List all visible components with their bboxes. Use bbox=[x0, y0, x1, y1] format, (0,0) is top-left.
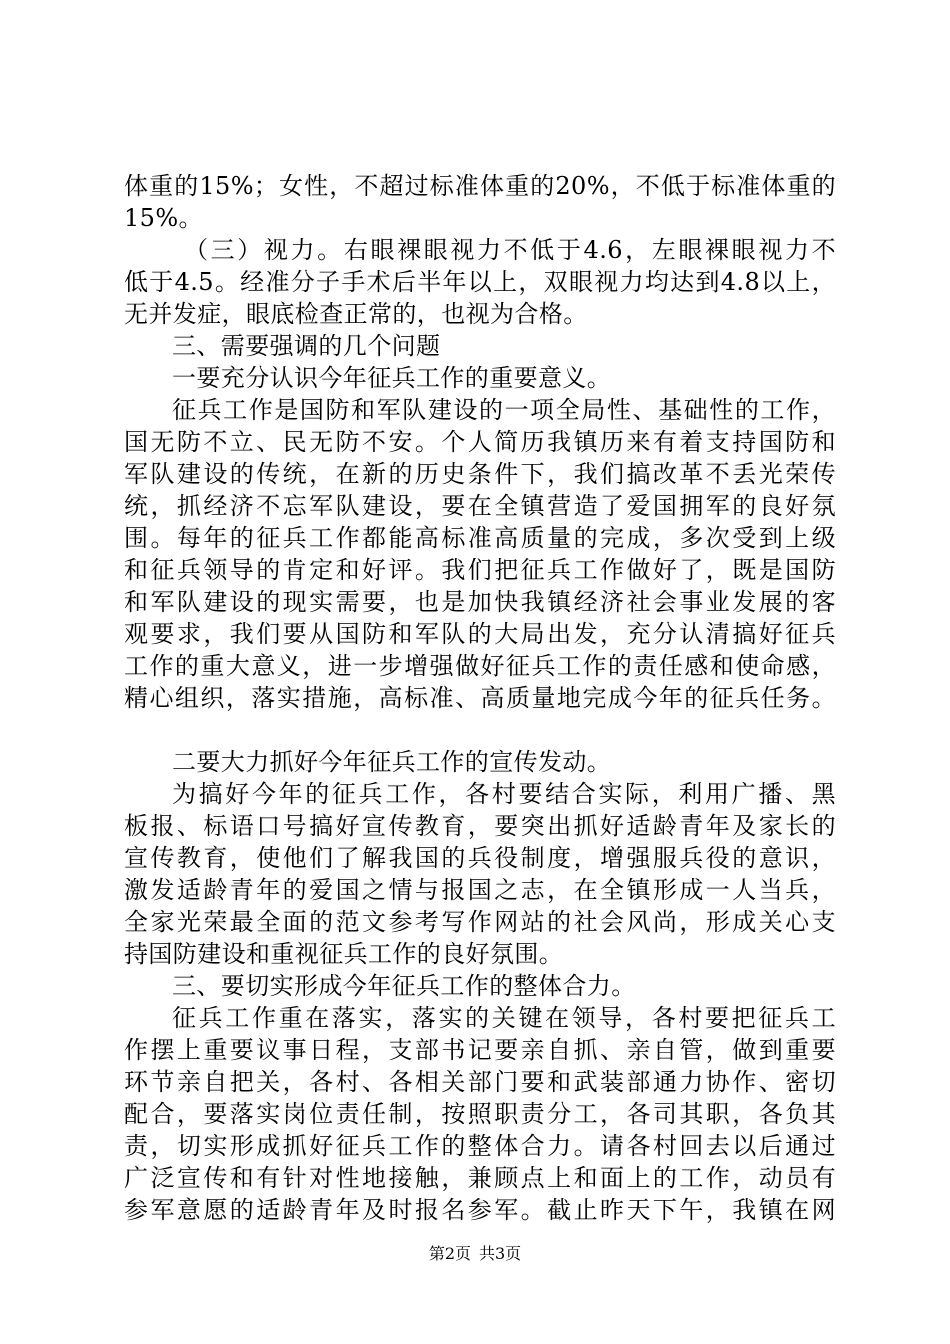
text-line: 配合，要落实岗位责任制，按照职责分工，各司其职，各负其 bbox=[124, 1100, 836, 1128]
text-line: 精心组织，落实措施，高标准、高质量地完成今年的征兵任务。 bbox=[124, 684, 836, 712]
text-line: 广泛宣传和有针对性地接触，兼顾点上和面上的工作，动员有 bbox=[124, 1164, 836, 1192]
page-number: 第2页 bbox=[428, 1244, 471, 1263]
text-line: 征兵工作是国防和军队建设的一项全局性、基础性的工作， bbox=[172, 396, 836, 424]
text-line: 宣传教育，使他们了解我国的兵役制度，增强服兵役的意识， bbox=[124, 844, 836, 872]
subheading: 一要充分认识今年征兵工作的重要意义。 bbox=[172, 364, 612, 392]
text-line: （三）视力。右眼裸眼视力不低于4.6，左眼裸眼视力不 bbox=[184, 236, 836, 264]
text-line: 观要求，我们要从国防和军队的大局出发，充分认清搞好征兵 bbox=[124, 620, 836, 648]
text-line: 围。每年的征兵工作都能高标准高质量的完成，多次受到上级 bbox=[124, 524, 836, 552]
text-line: 责，切实形成抓好征兵工作的整体合力。请各村回去以后通过 bbox=[124, 1132, 836, 1160]
text-line: 为搞好今年的征兵工作，各村要结合实际，利用广播、黑 bbox=[172, 780, 836, 808]
text-line: 无并发症，眼底检查正常的，也视为合格。 bbox=[124, 300, 588, 328]
text-line: 工作的重大意义，进一步增强做好征兵工作的责任感和使命感， bbox=[124, 652, 836, 680]
subheading: 三、要切实形成今年征兵工作的整体合力。 bbox=[172, 972, 636, 1000]
text-line: 持国防建设和重视征兵工作的良好氛围。 bbox=[124, 940, 564, 968]
subheading: 二要大力抓好今年征兵工作的宣传发动。 bbox=[172, 748, 612, 776]
text-line: 军队建设的传统，在新的历史条件下，我们搞改革不丢光荣传 bbox=[124, 460, 836, 488]
text-line: 激发适龄青年的爱国之情与报国之志，在全镇形成一人当兵， bbox=[124, 876, 836, 904]
text-line: 全家光荣最全面的范文参考写作网站的社会风尚，形成关心支 bbox=[124, 908, 836, 936]
section-heading: 三、需要强调的几个问题 bbox=[172, 332, 441, 360]
document-body bbox=[124, 170, 836, 1226]
paragraph-gap bbox=[124, 714, 836, 746]
text-line: 参军意愿的适龄青年及时报名参军。截止昨天下午，我镇在网 bbox=[124, 1196, 836, 1224]
text-line: 和征兵领导的肯定和好评。我们把征兵工作做好了，既是国防 bbox=[124, 556, 836, 584]
text-line: 作摆上重要议事日程，支部书记要亲自抓、亲自管，做到重要 bbox=[124, 1036, 836, 1064]
text-line: 板报、标语口号搞好宣传教育，要突出抓好适龄青年及家长的 bbox=[124, 812, 836, 840]
page-total: 共3页 bbox=[479, 1244, 522, 1263]
text-line: 15%。 bbox=[124, 204, 203, 232]
text-line: 体重的15%；女性，不超过标准体重的20%，不低于标准体重的 bbox=[124, 172, 836, 200]
text-line: 统，抓经济不忘军队建设，要在全镇营造了爱国拥军的良好氛 bbox=[124, 492, 836, 520]
text-line: 环节亲自把关，各村、各相关部门要和武装部通力协作、密切 bbox=[124, 1068, 836, 1096]
text-line: 低于4.5。经准分子手术后半年以上，双眼视力均达到4.8以上， bbox=[124, 268, 836, 296]
text-line: 征兵工作重在落实，落实的关键在领导，各村要把征兵工 bbox=[172, 1004, 836, 1032]
text-line: 国无防不立、民无防不安。个人简历我镇历来有着支持国防和 bbox=[124, 428, 836, 456]
page-footer bbox=[0, 1244, 950, 1264]
text-line: 和军队建设的现实需要，也是加快我镇经济社会事业发展的客 bbox=[124, 588, 836, 616]
